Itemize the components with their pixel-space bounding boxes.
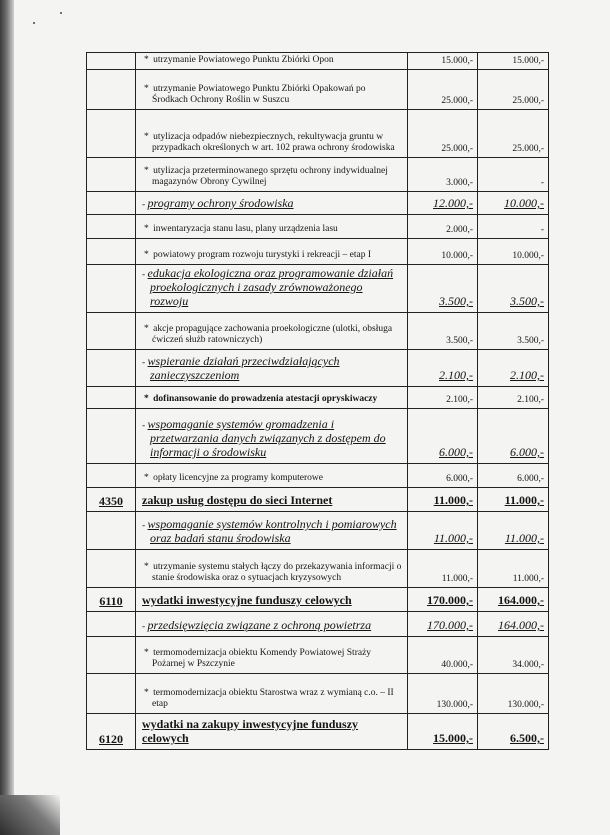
amount-plan-value: 11.000,- xyxy=(441,574,473,584)
item-text: inwentaryzacja stanu lasu, plany urządzenia lasu xyxy=(153,224,338,234)
amount-plan xyxy=(408,215,478,239)
asterisk-bullet: * xyxy=(144,166,152,176)
section-row xyxy=(87,714,549,750)
amount-final xyxy=(478,637,549,674)
amount-final-value: 2.100,- xyxy=(517,395,544,405)
item-description-cell xyxy=(136,714,408,750)
amount-plan xyxy=(408,110,478,158)
item-description-cell xyxy=(136,53,408,70)
dash-marker: - xyxy=(142,421,148,431)
amount-plan-value: 3.500,- xyxy=(439,294,473,308)
item-row xyxy=(87,674,549,714)
amount-final-value: - xyxy=(540,225,544,235)
item-description-cell xyxy=(136,313,408,350)
item-description-cell xyxy=(136,550,408,588)
item-description-cell xyxy=(136,464,408,488)
budget-table-body xyxy=(87,53,549,750)
amount-final-value: 15.000,- xyxy=(512,56,544,66)
amount-plan xyxy=(408,488,478,512)
item-row xyxy=(87,550,549,588)
classification-code xyxy=(87,313,136,350)
amount-plan-value: 11.000,- xyxy=(433,531,473,545)
classification-code xyxy=(87,350,136,387)
item-description-cell xyxy=(136,588,408,612)
amount-final-value: 164.000,- xyxy=(498,618,544,632)
item-description-cell xyxy=(136,409,408,464)
amount-final-value: 25.000,- xyxy=(512,144,544,154)
dash-marker: - xyxy=(142,622,148,632)
amount-plan-value: 6.000,- xyxy=(446,474,473,484)
scan-speck xyxy=(33,22,35,24)
amount-final-value: 10.000,- xyxy=(512,251,544,261)
item-text: dofinansowanie do prowadzenia atestacji opryskiwaczy xyxy=(153,394,378,404)
subsection-title: programy ochrony środowiska xyxy=(147,196,294,210)
item-wrap xyxy=(142,324,403,346)
subsection-row xyxy=(87,512,549,550)
classification-code: 4350 xyxy=(87,488,136,512)
classification-code xyxy=(87,110,136,158)
amount-plan-value: 170.000,- xyxy=(427,593,473,607)
item-row xyxy=(87,637,549,674)
item-text: opłaty licencyjne za programy komputerowe xyxy=(153,473,324,483)
amount-plan xyxy=(408,239,478,265)
item-wrap xyxy=(142,224,403,235)
item-text: utylizacja odpadów niebezpiecznych, rekultywacja gruntu w przypadkach określonych w art. 102 prawa ochrony środowiska xyxy=(152,132,395,153)
amount-plan-value: 2.000,- xyxy=(446,225,473,235)
amount-final xyxy=(478,192,549,215)
amount-plan-value: 10.000,- xyxy=(441,251,473,261)
classification-code xyxy=(87,674,136,714)
section-title: wydatki inwestycyjne funduszy celowych xyxy=(142,593,352,607)
amount-plan-value: 2.100,- xyxy=(446,395,473,405)
asterisk-bullet: * xyxy=(144,324,152,334)
classification-code xyxy=(87,239,136,265)
subsection-wrap xyxy=(142,518,403,546)
subsection-wrap xyxy=(142,355,403,383)
item-row xyxy=(87,464,549,488)
budget-table xyxy=(86,52,549,750)
item-text: akcje propagujące zachowania proekologiczne (ulotki, obsługa ćwiczeń służb ratowniczych) xyxy=(152,324,393,345)
classification-code: 6120 xyxy=(87,714,136,750)
item-description-cell xyxy=(136,488,408,512)
amount-final-value: 11.000,- xyxy=(512,574,544,584)
subsection-row xyxy=(87,612,549,637)
section-row xyxy=(87,588,549,612)
item-row xyxy=(87,110,549,158)
classification-code xyxy=(87,53,136,70)
amount-plan xyxy=(408,70,478,110)
asterisk-bullet: * xyxy=(144,562,152,572)
item-wrap xyxy=(142,84,403,106)
amount-final xyxy=(478,350,549,387)
subsection-row xyxy=(87,409,549,464)
subsection-wrap xyxy=(142,418,403,460)
amount-final-value: 6.500,- xyxy=(510,731,544,745)
item-text: termomodernizacja obiektu Starostwa wraz z wymianą c.o. – II etap xyxy=(152,688,394,709)
dash-marker: - xyxy=(142,521,148,531)
amount-final-value: - xyxy=(540,178,544,188)
dash-marker: - xyxy=(142,200,148,210)
subsection-title: wspieranie działań przeciwdziałających zanieczyszczeniom xyxy=(147,354,340,382)
amount-final-value: 6.000,- xyxy=(510,445,544,459)
amount-plan-value: 170.000,- xyxy=(427,618,473,632)
amount-final-value: 34.000,- xyxy=(512,660,544,670)
classification-code xyxy=(87,387,136,409)
amount-plan xyxy=(408,158,478,192)
amount-plan xyxy=(408,588,478,612)
classification-code xyxy=(87,158,136,192)
amount-final xyxy=(478,110,549,158)
amount-final xyxy=(478,313,549,350)
amount-plan xyxy=(408,674,478,714)
amount-final-value: 6.000,- xyxy=(517,474,544,484)
amount-final-value: 2.100,- xyxy=(510,368,544,382)
amount-plan xyxy=(408,313,478,350)
dash-marker: - xyxy=(142,358,148,368)
item-row xyxy=(87,387,549,409)
amount-final xyxy=(478,53,549,70)
item-description-cell xyxy=(136,265,408,313)
amount-final-value: 11.000,- xyxy=(504,493,544,507)
item-description-cell xyxy=(136,158,408,192)
amount-final-value: 3.500,- xyxy=(510,294,544,308)
amount-plan xyxy=(408,350,478,387)
subsection-row xyxy=(87,265,549,313)
subsection-wrap xyxy=(142,619,403,633)
item-description-cell xyxy=(136,674,408,714)
amount-plan xyxy=(408,612,478,637)
amount-plan-value: 15.000,- xyxy=(441,56,473,66)
amount-final xyxy=(478,265,549,313)
amount-plan xyxy=(408,192,478,215)
item-description-cell xyxy=(136,512,408,550)
subsection-wrap xyxy=(142,197,403,211)
item-wrap xyxy=(142,166,403,188)
asterisk-bullet: * xyxy=(144,394,152,404)
subsection-row xyxy=(87,350,549,387)
amount-final xyxy=(478,239,549,265)
item-description-cell xyxy=(136,637,408,674)
item-wrap xyxy=(142,688,403,710)
amount-final xyxy=(478,488,549,512)
amount-final xyxy=(478,550,549,588)
item-description-cell xyxy=(136,215,408,239)
item-text: utrzymanie systemu stałych łączy do przekazywania informacji o stanie środowiska oraz o sytuacjach kryzysowych xyxy=(152,562,402,583)
amount-plan-value: 130.000,- xyxy=(436,700,473,710)
amount-final xyxy=(478,674,549,714)
amount-final-value: 130.000,- xyxy=(507,700,544,710)
section-title: zakup usług dostępu do sieci Internet xyxy=(142,493,333,507)
amount-plan-value: 40.000,- xyxy=(441,660,473,670)
dash-marker: - xyxy=(142,270,148,280)
classification-code xyxy=(87,512,136,550)
item-wrap xyxy=(142,473,403,484)
asterisk-bullet: * xyxy=(144,688,152,698)
amount-plan-value: 3.000,- xyxy=(446,178,473,188)
amount-plan-value: 15.000,- xyxy=(433,731,473,745)
item-row xyxy=(87,158,549,192)
amount-plan xyxy=(408,53,478,70)
item-description-cell xyxy=(136,192,408,215)
amount-final-value: 25.000,- xyxy=(512,96,544,106)
item-description-cell xyxy=(136,612,408,637)
amount-final-value: 164.000,- xyxy=(498,593,544,607)
classification-code xyxy=(87,550,136,588)
asterisk-bullet: * xyxy=(144,648,152,658)
item-wrap xyxy=(142,250,403,261)
amount-plan xyxy=(408,409,478,464)
subsection-title: wspomaganie systemów kontrolnych i pomiarowych oraz badań stanu środowiska xyxy=(147,517,397,545)
item-description-cell xyxy=(136,350,408,387)
item-text: utrzymanie Powiatowego Punktu Zbiórki Opakowań po Środkach Ochrony Roślin w Suszcu xyxy=(152,84,366,105)
item-wrap xyxy=(142,648,403,670)
amount-plan xyxy=(408,387,478,409)
amount-final xyxy=(478,215,549,239)
amount-final-value: 3.500,- xyxy=(517,336,544,346)
amount-final xyxy=(478,512,549,550)
amount-plan xyxy=(408,550,478,588)
asterisk-bullet: * xyxy=(144,84,152,94)
classification-code xyxy=(87,637,136,674)
amount-final xyxy=(478,158,549,192)
scan-shadow-corner xyxy=(0,795,60,835)
amount-plan-value: 2.100,- xyxy=(439,368,473,382)
item-row xyxy=(87,70,549,110)
item-description-cell xyxy=(136,387,408,409)
classification-code: 6110 xyxy=(87,588,136,612)
asterisk-bullet: * xyxy=(144,132,152,142)
item-description-cell xyxy=(136,70,408,110)
amount-plan-value: 3.500,- xyxy=(446,336,473,346)
subsection-title: edukacja ekologiczna oraz programowanie działań proekologicznych i zasady zrównoważonego rozwoju xyxy=(147,266,394,308)
asterisk-bullet: * xyxy=(144,224,152,234)
amount-plan-value: 25.000,- xyxy=(441,144,473,154)
amount-final xyxy=(478,464,549,488)
amount-plan-value: 11.000,- xyxy=(433,493,473,507)
asterisk-bullet: * xyxy=(144,473,152,483)
subsection-wrap xyxy=(142,267,403,309)
amount-plan xyxy=(408,265,478,313)
amount-plan-value: 12.000,- xyxy=(433,196,473,210)
item-text: powiatowy program rozwoju turystyki i rekreacji – etap I xyxy=(153,250,372,260)
item-wrap xyxy=(142,394,403,405)
amount-plan xyxy=(408,512,478,550)
item-row xyxy=(87,53,549,70)
item-wrap xyxy=(142,55,403,66)
item-row xyxy=(87,215,549,239)
classification-code xyxy=(87,612,136,637)
item-row xyxy=(87,239,549,265)
scan-shadow-left xyxy=(0,0,14,835)
amount-final-value: 10.000,- xyxy=(504,196,544,210)
amount-final xyxy=(478,612,549,637)
amount-final xyxy=(478,409,549,464)
section-title: wydatki na zakupy inwestycyjne funduszy celowych xyxy=(142,717,359,745)
amount-final xyxy=(478,70,549,110)
amount-plan xyxy=(408,714,478,750)
subsection-title: przedsięwzięcia związane z ochroną powietrza xyxy=(147,618,372,632)
item-description-cell xyxy=(136,110,408,158)
scan-speck xyxy=(60,12,62,14)
classification-code xyxy=(87,215,136,239)
classification-code xyxy=(87,409,136,464)
amount-final xyxy=(478,714,549,750)
subsection-row xyxy=(87,192,549,215)
amount-final-value: 11.000,- xyxy=(504,531,544,545)
item-wrap xyxy=(142,562,403,584)
section-row xyxy=(87,488,549,512)
amount-plan xyxy=(408,637,478,674)
classification-code xyxy=(87,192,136,215)
classification-code xyxy=(87,70,136,110)
amount-final xyxy=(478,387,549,409)
amount-final xyxy=(478,588,549,612)
amount-plan-value: 25.000,- xyxy=(441,96,473,106)
classification-code xyxy=(87,265,136,313)
item-text: utrzymanie Powiatowego Punktu Zbiórki Opon xyxy=(153,55,334,65)
item-text: utylizacja przeterminowanego sprzętu ochrony indywidualnej magazynów Obrony Cywilnej xyxy=(152,166,388,187)
item-text: termomodernizacja obiektu Komendy Powiatowej Straży Pożarnej w Pszczynie xyxy=(152,648,372,669)
item-wrap xyxy=(142,132,403,154)
amount-plan-value: 6.000,- xyxy=(439,445,473,459)
subsection-title: wspomaganie systemów gromadzenia i przetwarzania danych związanych z dostępem do informacji o środowisku xyxy=(147,417,386,459)
amount-plan xyxy=(408,464,478,488)
asterisk-bullet: * xyxy=(144,250,152,260)
asterisk-bullet: * xyxy=(144,55,152,65)
classification-code xyxy=(87,464,136,488)
item-row xyxy=(87,313,549,350)
item-description-cell xyxy=(136,239,408,265)
